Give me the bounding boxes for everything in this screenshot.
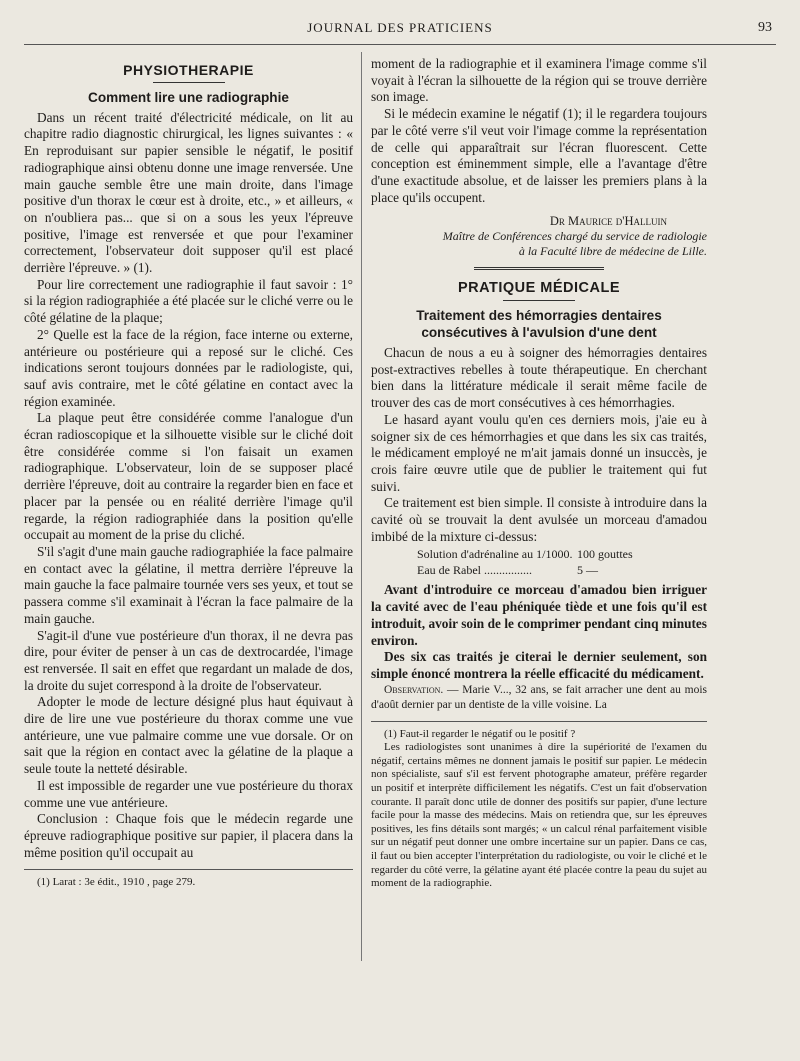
running-head bbox=[24, 18, 776, 40]
author-title: Maître de Conférences chargé du service de radiologie bbox=[442, 229, 707, 244]
paragraph: Si le médecin examine le négatif (1); il le regardera toujours par le côté verre s'il veut voir l'image comme la représentation de celle qui apparaîtrait sur l'écran fluorescent. Cette conception est éminemment simple, elle a l'avantage d'être d'une exactitude absolue, et de laisser les premiers plans à la place qu'ils occupent. bbox=[371, 106, 707, 205]
title-rule bbox=[503, 300, 575, 301]
prescription bbox=[417, 546, 707, 578]
footnote-text: Les radiologistes sont unanimes à dire la supériorité de l'examen du négatif, certains mêmes ne donnent jamais le positif sur papier. Le médecin non spécialiste, sauf s'il est fervent photographe amateur, préfère regarder un positif et interprète difficilement les négatifs. C'est un fait d'observation courante. Il paraît donc utile de donner des positifs sur papier, d'une lecture facile pour la masse des médecins. Mais on retiendra que, sur les épreuves positives, les fins détails sont margés; « un calcul rénal parfaitement visible sur un négatif peut donner une ombre incertaine sur un papier. Dans ce cas, il faut ou bien accepter l'interprétation du radiologiste, ou voir le cliché et le regarder du côté verre, la gélatine ayant été placée contre la peau du sujet au moment de la radiographie. bbox=[371, 741, 707, 890]
footnote-question: (1) Faut-il regarder le négatif ou le positif ? bbox=[384, 727, 576, 740]
paragraph: Il est impossible de regarder une vue postérieure du thorax comme une vue antérieure. bbox=[24, 777, 353, 810]
article-title-line-2: consécutives à l'avulsion d'une dent bbox=[421, 325, 657, 341]
header-rule bbox=[24, 44, 776, 45]
paragraph: Ce traitement est bien simple. Il consiste à introduire dans la cavité où se trouvait la dent avulsée un morceau d'amadou imbibé de la mixture ci-dessus: bbox=[371, 495, 707, 544]
paragraph: S'agit-il d'une vue postérieure d'un thorax, il ne devra pas dire, pour éviter de penser à un cas de dextrocardée, l'image est renversée. Il sait en effet que regardant un malade de dos, la droite du sujet correspond à la droite de l'observateur. bbox=[24, 627, 353, 693]
paragraph: S'il s'agit d'une main gauche radiographiée la face palmaire en contact avec la gélatine, il mettra derrière l'épreuve la main gauche la face palmaire tournée vers ses yeux, et tout se passera comme s'il examinait à l'écran la face palmaire de la main gauche. bbox=[24, 543, 353, 626]
article-title-hemorragies bbox=[371, 307, 707, 341]
paragraph: Conclusion : Chaque fois que le médecin regarde une épreuve radiographique positive sur papier, il placera dans la même position qu'il occupait au bbox=[24, 811, 353, 860]
paragraph: Chacun de nous a eu à soigner des hémorragies dentaires post-extractives rebelles à toute thérapeutique. En cherchant bien dans la littérature médicale il serait même facile de trouver des cas de mort consécutives à ces hémorrhagies. bbox=[371, 345, 707, 411]
paragraph: 2° Quelle est la face de la région, face interne ou externe, antérieure ou postérieure qui a reposé sur le cliché. Ces indications seront toujours données par le radiologiste, qui, sauf avis contraire, met le côté gélatine en contact avec la région examinée. bbox=[24, 326, 353, 409]
title-rule bbox=[153, 82, 225, 83]
prescription-row bbox=[417, 562, 707, 578]
author-affiliation: à la Faculté libre de médecine de Lille. bbox=[518, 244, 707, 259]
footnote-rule bbox=[24, 869, 353, 870]
footnote-negatif bbox=[371, 728, 707, 891]
footnote-larat bbox=[24, 876, 353, 890]
paragraph: La plaque peut être considérée comme l'analogue d'un écran radioscopique et la silhouette visible sur le cliché doit être considérée comme si l'on faisait un examen radiographique. L'observateur, loin de se supposer placé derrière l'épreuve, doit au contraire la regarder bien en face et placer par la pensée ou en réalité derrière l'image qu'il regarde, la région radiographiée dans la position qu'elle occupait au moment de la prise du cliché. bbox=[24, 410, 353, 543]
page-number: 93 bbox=[758, 20, 772, 35]
left-column bbox=[24, 56, 353, 890]
prescription-row bbox=[417, 546, 707, 562]
paragraph-bold: Des six cas traités je citerai le dernier seulement, son simple énoncé montrera la réelle efficacité du médicament. bbox=[371, 649, 707, 681]
paragraph: Adopter le mode de lecture désigné plus haut équivaut à dire de lire une vue postérieure du thorax comme une vue antérieure, une vue palmaire comme une vue dorsale. Or on sait que la région en contact avec la gélatine de la plaque a seule toute la netteté désirable. bbox=[24, 694, 353, 777]
footnote-text: (1) Larat : 3e édit., 1910 , page 279. bbox=[37, 876, 196, 889]
section-title-pratique-medicale: PRATIQUE MÉDICALE bbox=[457, 280, 621, 297]
author-name: Dr Maurice d'Halluin bbox=[549, 214, 667, 229]
paragraph-continuation: moment de la radiographie et il examinera l'image comme s'il voyait à l'écran la silhouette de la région qui se trouve derrière son image. bbox=[371, 56, 707, 105]
ingredient-quantity: 100 gouttes bbox=[577, 547, 633, 562]
paragraph: Le hasard ayant voulu qu'en ces derniers mois, j'aie eu à soigner six de ces hémorrhagies et que dans les six cas traités, le médicament employé ne m'ait jamais donné un insuccès, je crois faire œuvre utile que de publier le traitement qui fut suivi. bbox=[371, 411, 707, 494]
observation-lead: Observation. bbox=[384, 683, 444, 696]
right-column bbox=[371, 56, 707, 891]
signature-block bbox=[371, 214, 707, 259]
section-title-physiotherapie: PHYSIOTHERAPIE bbox=[123, 62, 254, 78]
article-title-line-1: Traitement des hémorragies dentaires bbox=[416, 308, 662, 324]
column-divider bbox=[361, 52, 362, 961]
observation-paragraph bbox=[371, 683, 707, 713]
section-separator bbox=[474, 267, 604, 270]
ingredient-name: Solution d'adrénaline au 1/1000. bbox=[417, 547, 573, 562]
journal-title: JOURNAL DES PRATICIENS bbox=[307, 20, 493, 35]
paragraph: Dans un récent traité d'électricité médicale, on lit au chapitre radio diagnostic chirurgical, les lignes suivantes : « En reproduisant sur papier sensible le négatif, le positif radiographique ainsi obtenu donne une image renversée. Une main gauche semble être une main droite, dans l'image positive d'un thorax le cœur est à droite, etc., » et ailleurs, « on n'oubliera pas... que si on a sous les yeux l'épreuve positive, l'image est renversée et que pour l'examiner correctement, l'observateur doit supposer qu'il est placé derrière l'épreuve. » (1). bbox=[24, 109, 353, 276]
paragraph: Pour lire correctement une radiographie il faut savoir : 1° si la région radiographiée a été placée sur le cliché verre ou le côté gélatine de la plaque; bbox=[24, 276, 353, 326]
paragraph-bold: Avant d'introduire ce morceau d'amadou bien irriguer la cavité avec de l'eau phéniquée tiède et une fois qu'il est introduit, avoir soin de le comprimer pendant cinq minutes environ. bbox=[371, 582, 707, 648]
bold-instructions bbox=[371, 582, 707, 682]
footnote-rule bbox=[371, 721, 707, 722]
ingredient-quantity: 5 — bbox=[577, 563, 598, 578]
observation-text: — Marie V..., 32 ans, se fait arracher une dent au mois d'août dernier par un dentiste de la ville voisine. La bbox=[371, 683, 707, 711]
ingredient-name: Eau de Rabel ................ bbox=[417, 563, 532, 578]
article-title-radiographie: Comment lire une radiographie bbox=[88, 89, 289, 105]
